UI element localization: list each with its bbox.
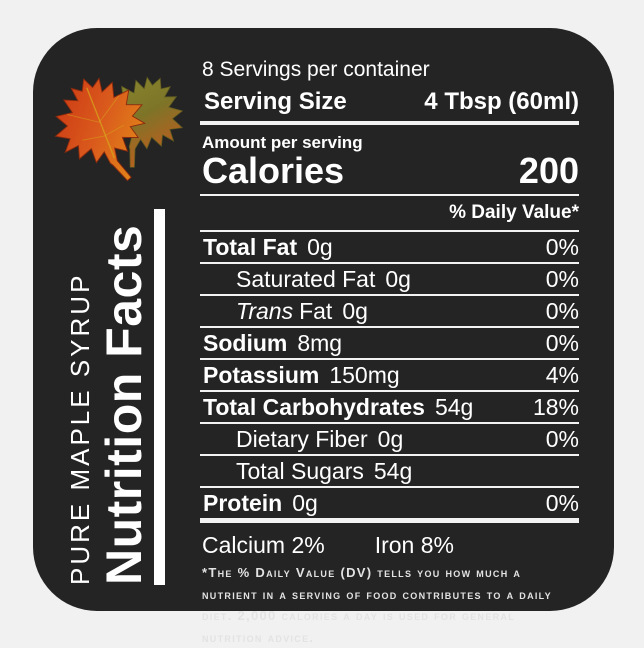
- nutrient-dv: 0%: [545, 490, 579, 516]
- nutrient-amount: 0g: [292, 490, 318, 516]
- nutrient-name: Trans: [236, 298, 294, 324]
- nutrient-row-sodium: [200, 328, 579, 360]
- nutrient-name: Dietary Fiber: [236, 426, 368, 452]
- daily-value-footnote: *The % Daily Value (DV) tells you how much a nutrient in a serving of food contributes to a daily diet. 2,000 calories a day is used for general nutrition advice.: [202, 565, 552, 645]
- nutrient-dv: 18%: [532, 394, 579, 420]
- nutrient-amount: 150mg: [329, 362, 400, 388]
- nutrient-row-total-sugars: [200, 456, 579, 488]
- nutrient-row-potassium: [200, 360, 579, 392]
- nutrient-name: Total Carbohydrates: [203, 394, 425, 420]
- calories-row: [200, 152, 579, 196]
- calories-label: Calories: [202, 150, 345, 191]
- nutrient-amount: 54g: [434, 394, 474, 420]
- nutrient-row-dietary-fiber: [200, 424, 579, 456]
- nutrient-dv: 0%: [545, 330, 579, 356]
- calcium-value: Calcium 2%: [202, 532, 325, 558]
- servings-per-container: 8 Servings per container: [202, 58, 430, 81]
- brand-block: [62, 195, 164, 585]
- minerals-row: [202, 532, 579, 558]
- nutrient-dv: 0%: [545, 426, 579, 452]
- nutrient-dv: 0%: [545, 266, 579, 292]
- amount-per-serving-label: Amount per serving: [202, 133, 363, 152]
- product-name: PURE MAPLE SYRUP: [65, 272, 95, 585]
- nutrient-row-saturated-fat: [200, 264, 579, 296]
- serving-size-value: 4 Tbsp (60ml): [424, 88, 579, 115]
- nutrition-facts-title: Nutrition Facts: [96, 224, 152, 585]
- nutrient-amount: 0g: [377, 426, 404, 452]
- nutrient-name: Saturated Fat: [236, 266, 376, 292]
- nutrient-name: Protein: [203, 490, 283, 516]
- nutrient-amount: 0g: [307, 234, 333, 260]
- iron-value: Iron 8%: [374, 532, 454, 558]
- nutrient-row-total-carbohydrates: [200, 392, 579, 424]
- nutrient-amount: 0g: [342, 298, 368, 324]
- calories-value: 200: [518, 150, 579, 191]
- nutrient-name-suffix: Fat: [299, 298, 333, 324]
- maple-leaf-image: [45, 64, 195, 190]
- nutrient-amount: 8mg: [297, 330, 343, 356]
- serving-size-label: Serving Size: [204, 88, 347, 115]
- nutrient-dv: 4%: [545, 362, 579, 388]
- daily-value-header: % Daily Value*: [200, 196, 579, 232]
- nutrient-name: Sodium: [203, 330, 288, 356]
- nutrient-row-protein: [200, 488, 579, 523]
- nutrient-dv: 0%: [545, 298, 579, 324]
- nutrient-row-total-fat: [200, 232, 579, 264]
- nutrient-name: Total Fat: [203, 234, 298, 260]
- nutrition-facts-panel: [200, 58, 579, 648]
- nutrition-label-sticker: [33, 28, 614, 645]
- nutrient-row-trans-fat: [200, 296, 579, 328]
- nutrient-name: Total Sugars: [236, 458, 364, 484]
- nutrient-amount: 54g: [373, 458, 413, 484]
- title-underline-bar: [154, 209, 165, 585]
- serving-size-row: [200, 89, 579, 125]
- nutrient-name: Potassium: [203, 362, 320, 388]
- nutrient-dv: 0%: [545, 234, 579, 260]
- nutrient-amount: 0g: [385, 266, 411, 292]
